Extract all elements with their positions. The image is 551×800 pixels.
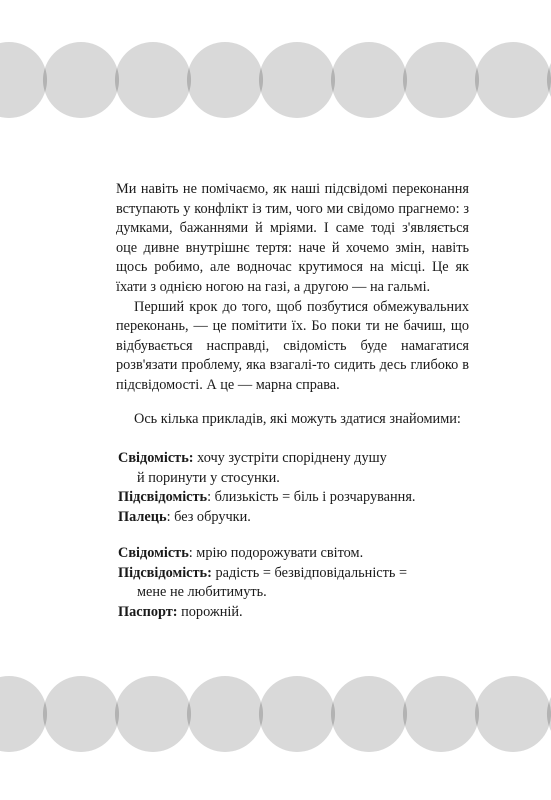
decorative-circle bbox=[0, 676, 47, 752]
example-line bbox=[118, 449, 415, 469]
finger-text: : без обручки. bbox=[166, 508, 251, 525]
decorative-circle bbox=[43, 676, 119, 752]
decorative-circle bbox=[403, 42, 479, 118]
example-2 bbox=[118, 544, 407, 622]
examples-intro: Ось кілька прикладів, які можуть здатися знайомими: bbox=[134, 411, 461, 427]
decorative-circle bbox=[115, 676, 191, 752]
finger-label: Палець bbox=[118, 508, 167, 525]
body-text bbox=[116, 180, 469, 396]
decorative-circle bbox=[259, 42, 335, 118]
consciousness-label: Свідомість: bbox=[118, 450, 194, 466]
decorative-circle bbox=[115, 42, 191, 118]
decorative-circle bbox=[475, 676, 551, 752]
decorative-circle bbox=[331, 676, 407, 752]
subconscious-label: Підсвідомість: bbox=[118, 564, 212, 581]
decorative-circle bbox=[403, 676, 479, 752]
subconscious-continuation: мене не любитимуть. bbox=[137, 584, 267, 601]
example-line bbox=[118, 544, 407, 564]
paragraph-1: Ми навіть не помічаємо, як наші підсвідомі переконання вступають у конфлікт із тим, чого ми свідомо прагнемо: з думками, бажаннями й мріями. І саме тоді з'являється оце дивне внутрішнє тертя: наче й хочемо змін, навіть щось робимо, але водночас крутимося на місці. Це як їхати з однією ногою на газі, а другою — на гальмі. bbox=[116, 181, 469, 295]
example-line bbox=[118, 508, 415, 528]
consciousness-continuation: й поринути у стосунки. bbox=[137, 469, 280, 486]
bottom-circle-pattern bbox=[0, 674, 551, 754]
example-1 bbox=[118, 449, 415, 527]
consciousness-text: : мрію подорожувати світом. bbox=[188, 545, 364, 561]
decorative-circle bbox=[259, 676, 335, 752]
example-line bbox=[118, 488, 415, 508]
decorative-circle bbox=[43, 42, 119, 118]
passport-text: порожній. bbox=[177, 603, 243, 620]
consciousness-label: Свідомість bbox=[118, 545, 189, 561]
consciousness-text: хочу зустріти споріднену душу bbox=[193, 450, 387, 466]
subconscious-label: Підсвідомість bbox=[118, 489, 208, 506]
passport-label: Паспорт: bbox=[118, 603, 178, 620]
example-line bbox=[118, 603, 407, 623]
top-circle-border bbox=[0, 40, 551, 120]
subconscious-text: радість = безвідповідальність = bbox=[211, 564, 408, 581]
subconscious-text: : близькість = біль і розчарування. bbox=[207, 489, 416, 506]
top-circle-pattern bbox=[0, 40, 551, 120]
decorative-circle bbox=[331, 42, 407, 118]
decorative-circle bbox=[0, 42, 47, 118]
decorative-circle bbox=[187, 676, 263, 752]
bottom-circle-border bbox=[0, 674, 551, 754]
decorative-circle bbox=[475, 42, 551, 118]
example-line bbox=[118, 564, 407, 584]
decorative-circle bbox=[187, 42, 263, 118]
paragraph-2: Перший крок до того, щоб позбутися обмежувальних переконань, — це помітити їх. Бо поки ти не бачиш, що відбувається насправді, свідомість буде намагатися розв'язати проблему, яка взагалі-то сидить десь глибоко в підсвідомості. А це — марна справа. bbox=[116, 298, 469, 393]
